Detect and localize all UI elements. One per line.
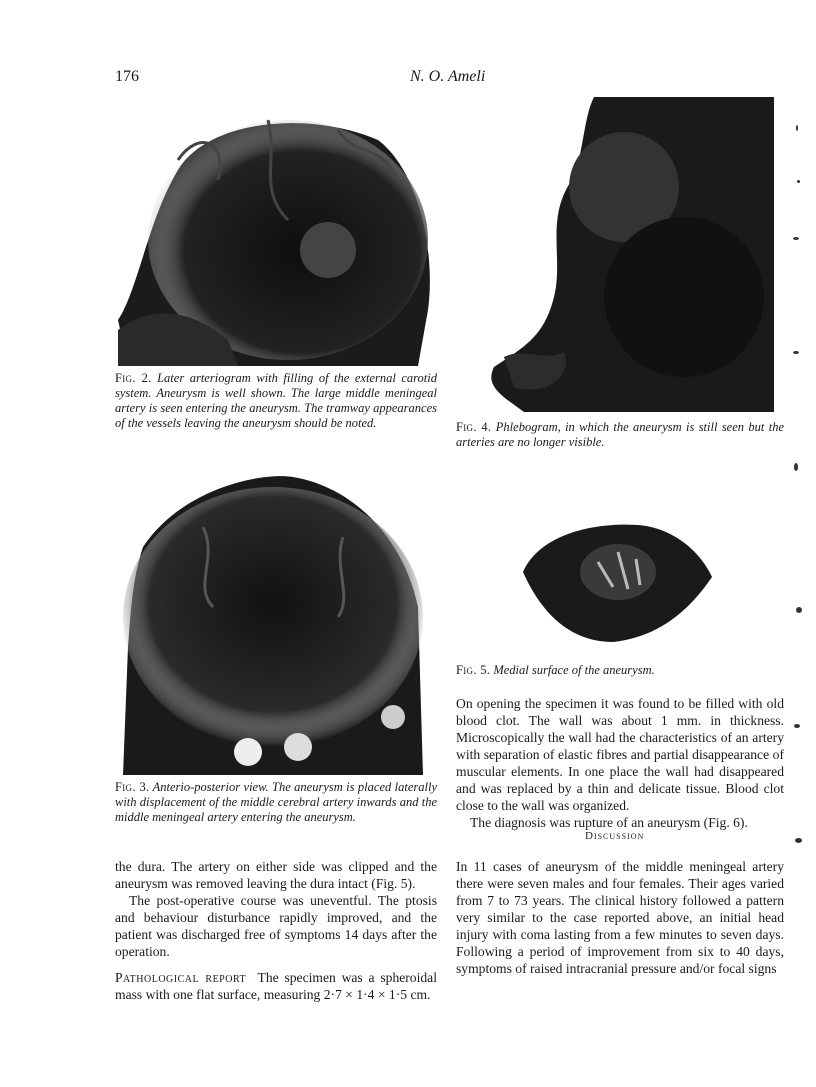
margin-mark xyxy=(795,838,802,843)
figure-2-caption xyxy=(115,371,437,431)
pathological-report-text: The specimen was a spheroidal mass with one flat surface, measuring 2·7 × 1·4 × 1·5 cm. xyxy=(115,970,437,1002)
figure-4-label: Fig. 4. xyxy=(456,420,492,434)
figure-5-label: Fig. 5. xyxy=(456,663,491,677)
margin-mark xyxy=(794,463,798,471)
pathological-report-label: Pathological report xyxy=(115,970,247,985)
dura-paragraph: the dura. The artery on either side was clipped and the aneurysm was removed leaving the dura intact (Fig. 5). xyxy=(115,859,437,891)
page-number: 176 xyxy=(115,68,139,85)
figure-2-label: Fig. 2. xyxy=(115,371,152,385)
margin-mark xyxy=(794,724,800,728)
diagnosis-paragraph: The diagnosis was rupture of an aneurysm (Fig. 6). xyxy=(470,815,748,830)
pathological-report-paragraph xyxy=(115,969,437,1003)
postoperative-paragraph: The post-operative course was uneventful. The ptosis and behaviour disturbance rapidly improved, and the patient was discharged free of symptoms 14 days after the operation. xyxy=(115,893,437,959)
figure-3-caption xyxy=(115,780,437,825)
figure-3-label: Fig. 3. xyxy=(115,780,150,794)
figure-4-phlebogram xyxy=(484,97,774,412)
figure-5-caption xyxy=(456,663,784,678)
left-column-body xyxy=(115,858,437,1003)
discussion-paragraph: In 11 cases of aneurysm of the middle meningeal artery there were seven males and four females. Their ages varied from 7 to 73 years. The clinical history followed a pattern very similar to the case reported above, an initial head injury with coma lasting from a few minutes to seven days. Following a period of improvement from six to 40 days, symptoms of raised intracranial pressure and/or focal signs xyxy=(456,859,784,976)
running-head-author: N. O. Ameli xyxy=(410,68,486,85)
right-column-lower xyxy=(456,858,784,977)
figure-5-specimen xyxy=(518,517,714,647)
specimen-paragraph: On opening the specimen it was found to be filled with old blood clot. The wall was about 1 mm. in thickness. Microscopically the wall had the characteristics of an artery with separation of elastic fibres and partial disappearance of muscular elements. In one place the wall had disappeared and was replaced by a thin and delicate tissue. Blood clot close to the wall was organized. xyxy=(456,696,784,813)
figure-2-arteriogram xyxy=(118,100,436,366)
figure-4-caption-text: Phlebogram, in which the aneurysm is still seen but the arteries are no longer visible. xyxy=(456,420,784,449)
figure-2-caption-text: Later arteriogram with filling of the external carotid system. Aneurysm is well shown. The large middle meningeal artery is seen entering the aneurysm. The tramway appearances of the vessels leaving the aneurysm should be noted. xyxy=(115,371,437,430)
margin-mark xyxy=(796,125,798,131)
right-column-upper xyxy=(456,695,784,831)
margin-mark xyxy=(796,607,802,613)
figure-3-ap-view xyxy=(123,467,428,775)
discussion-heading: Discussion xyxy=(585,830,645,842)
figure-3-caption-text: Anterio-posterior view. The aneurysm is placed laterally with displacement of the middle cerebral artery inwards and the middle meningeal artery entering the aneurysm. xyxy=(115,780,437,824)
figure-5-caption-text: Medial surface of the aneurysm. xyxy=(493,663,655,677)
margin-mark xyxy=(797,180,800,183)
figure-4-caption xyxy=(456,420,784,450)
margin-mark xyxy=(793,351,799,354)
margin-mark xyxy=(793,237,799,240)
